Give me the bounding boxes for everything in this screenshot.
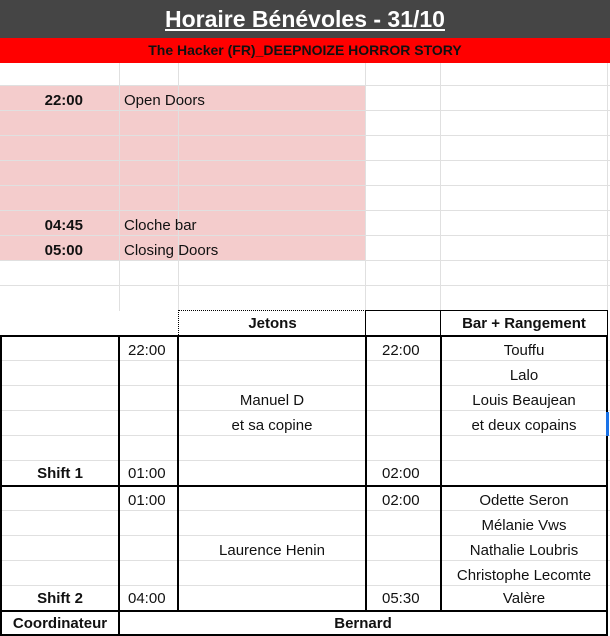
schedule-time[interactable]: 05:00 bbox=[44, 242, 83, 259]
bar-volunteer[interactable]: Mélanie Vws bbox=[481, 517, 567, 534]
jetons-start-time[interactable]: 22:00 bbox=[128, 342, 166, 359]
schedule-event[interactable]: Closing Doors bbox=[124, 242, 219, 259]
jetons-volunteer[interactable]: Manuel D bbox=[239, 392, 305, 409]
coordinator-label[interactable]: Coordinateur bbox=[12, 615, 108, 632]
jetons-volunteer[interactable]: Laurence Henin bbox=[219, 542, 325, 559]
bar-volunteer[interactable]: Christophe Lecomte bbox=[456, 567, 592, 584]
bar-start-time[interactable]: 02:00 bbox=[382, 492, 420, 509]
bar-start-time[interactable]: 22:00 bbox=[382, 342, 420, 359]
bar-volunteer[interactable]: et deux copains bbox=[471, 417, 577, 434]
bar-volunteer[interactable]: Lalo bbox=[509, 367, 539, 384]
jetons-end-time[interactable]: 04:00 bbox=[128, 590, 166, 607]
jetons-volunteer[interactable]: et sa copine bbox=[231, 417, 313, 434]
bar-volunteer[interactable]: Nathalie Loubris bbox=[469, 542, 579, 559]
coordinator-name[interactable]: Bernard bbox=[334, 615, 392, 632]
shift-label[interactable]: Shift 1 bbox=[37, 465, 83, 482]
bar-volunteer[interactable]: Touffu bbox=[503, 342, 545, 359]
jetons-start-time[interactable]: 01:00 bbox=[128, 492, 166, 509]
schedule-event[interactable]: Open Doors bbox=[124, 92, 205, 109]
event-subtitle: The Hacker (FR)_DEEPNOIZE HORROR STORY bbox=[0, 38, 610, 63]
schedule-time[interactable]: 04:45 bbox=[44, 217, 83, 234]
jetons-end-time[interactable]: 01:00 bbox=[128, 465, 166, 482]
schedule-event[interactable]: Cloche bar bbox=[124, 217, 197, 234]
bar-volunteer[interactable]: Louis Beaujean bbox=[472, 392, 576, 409]
schedule-time[interactable]: 22:00 bbox=[44, 92, 83, 109]
bar-volunteer[interactable]: Odette Seron bbox=[479, 492, 569, 509]
bar-end-time[interactable]: 05:30 bbox=[382, 590, 420, 607]
bar-volunteer[interactable]: Valère bbox=[502, 590, 546, 607]
column-header-jetons[interactable]: Jetons bbox=[248, 315, 297, 332]
bar-end-time[interactable]: 02:00 bbox=[382, 465, 420, 482]
sheet-title: Horaire Bénévoles - 31/10 bbox=[0, 0, 610, 38]
column-header-bar[interactable]: Bar + Rangement bbox=[462, 315, 586, 332]
shift-label[interactable]: Shift 2 bbox=[37, 590, 83, 607]
cell-selection-marker bbox=[606, 412, 609, 436]
